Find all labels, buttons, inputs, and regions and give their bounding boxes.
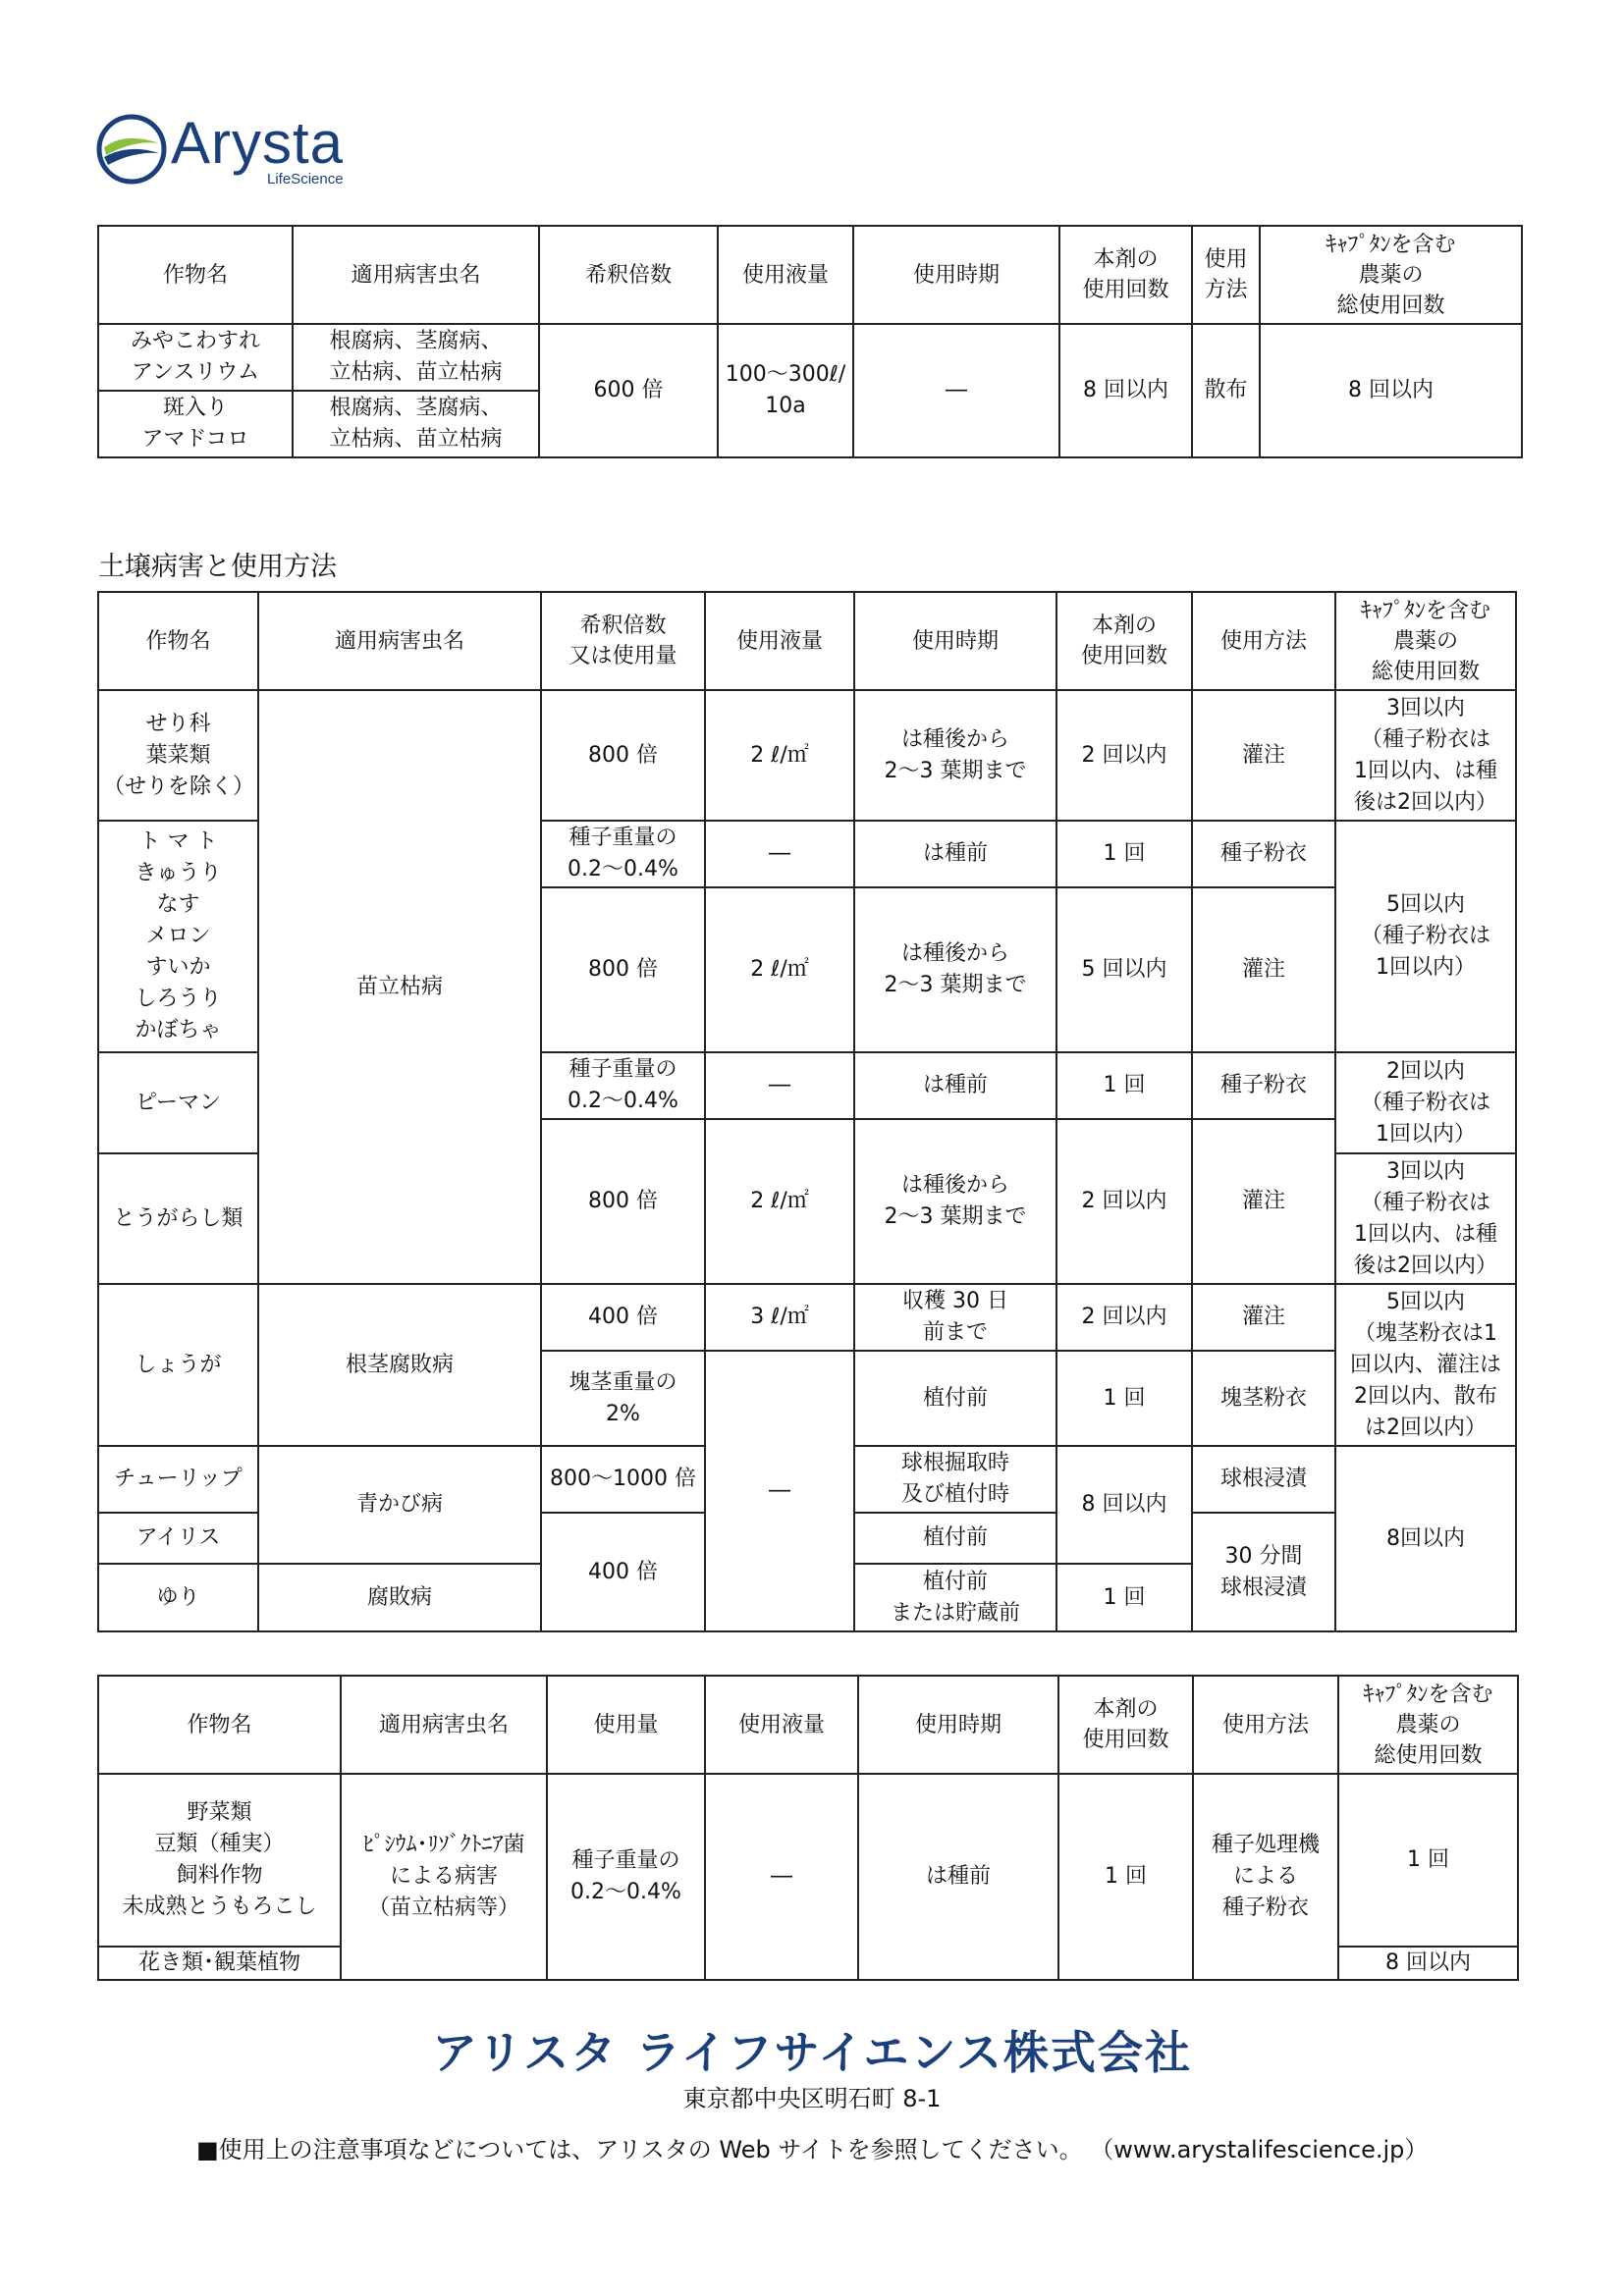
crop-cell: しょうが [98, 1284, 258, 1446]
crop-cell: ピーマン [98, 1052, 258, 1153]
logo-swoosh-icon [96, 114, 167, 185]
application-table-2 [97, 591, 1517, 1632]
header-cell: 使用時期 [854, 592, 1056, 690]
volume-cell: ― [705, 1774, 858, 1980]
company-name: アリスタ ライフサイエンス株式会社 [431, 2026, 1193, 2079]
timing-cell: 植付前 [854, 1513, 1056, 1564]
count-cell: 1 回 [1058, 1774, 1193, 1980]
header-cell: ｷｬﾌﾟﾀﾝを含む 農薬の 総使用回数 [1338, 1676, 1518, 1774]
header-cell: 使用方法 [1193, 1676, 1338, 1774]
timing-cell: 植付前 または貯蔵前 [854, 1564, 1056, 1631]
header-cell: 使用液量 [705, 1676, 858, 1774]
crop-cell: ゆり [98, 1564, 258, 1631]
crop-cell: みやこわすれ アンスリウム [98, 324, 293, 391]
volume-cell: ― [705, 1351, 854, 1631]
timing-cell: は種前 [854, 1052, 1056, 1119]
disease-cell: 根腐病、茎腐病、 立枯病、苗立枯病 [293, 324, 539, 391]
logo-subtitle: LifeScience [267, 171, 344, 187]
volume-cell: ― [705, 1052, 854, 1119]
dilution-cell: 800 倍 [541, 1119, 705, 1284]
company-logo [96, 110, 352, 190]
header-cell: 使用液量 [705, 592, 854, 690]
header-cell: 使用液量 [718, 226, 853, 324]
method-cell: 種子処理機 による 種子粉衣 [1193, 1774, 1338, 1980]
dilution-cell: 塊茎重量の 2% [541, 1351, 705, 1446]
crop-cell: せり科 葉菜類 （せりを除く） [98, 690, 258, 821]
total-cell: 5回以内 （塊茎粉衣は1 回以内、灌注は 2回以内、散布 は2回以内） [1335, 1284, 1516, 1446]
header-cell: 希釈倍数 又は使用量 [541, 592, 705, 690]
crop-cell: 斑入り アマドコロ [98, 391, 293, 457]
volume-cell: 2 ℓ/㎡ [705, 690, 854, 821]
logo-wordmark: Arysta [171, 110, 345, 176]
usage-note: ■使用上の注意事項などについては、アリスタの Web サイトを参照してください。 （www.arystalifescience.jp） [196, 2136, 1429, 2163]
company-address: 東京都中央区明石町 8-1 [682, 2085, 942, 2112]
table-row [98, 690, 1516, 821]
count-cell: 2 回以内 [1056, 690, 1192, 821]
method-cell: 散布 [1192, 324, 1260, 457]
dilution-cell: 400 倍 [541, 1284, 705, 1351]
count-cell: 2 回以内 [1056, 1284, 1192, 1351]
total-cell: 8回以内 [1335, 1446, 1516, 1631]
crop-cell: チューリップ [98, 1446, 258, 1513]
total-cell: 8 回以内 [1260, 324, 1522, 457]
crop-cell: ト マ ト きゅうり なす メロン すいか しろうり かぼちゃ [98, 821, 258, 1052]
amount-cell: 種子重量の 0.2～0.4% [547, 1774, 705, 1980]
total-cell: 8 回以内 [1338, 1947, 1518, 1980]
count-cell: 1 回 [1056, 1052, 1192, 1119]
total-cell: 3回以内 （種子粉衣は 1回以内、は種 後は2回以内） [1335, 690, 1516, 821]
disease-cell: 苗立枯病 [258, 690, 541, 1284]
header-cell: 使用方法 [1192, 592, 1335, 690]
volume-cell: 2 ℓ/㎡ [705, 887, 854, 1052]
timing-cell: は種後から 2～3 葉期まで [854, 1119, 1056, 1284]
count-cell: 2 回以内 [1056, 1119, 1192, 1284]
total-cell: 1 回 [1338, 1774, 1518, 1947]
timing-cell: は種前 [854, 821, 1056, 887]
crop-cell: とうがらし類 [98, 1153, 258, 1284]
dilution-cell: 800 倍 [541, 690, 705, 821]
count-cell: 1 回 [1056, 1351, 1192, 1446]
timing-cell: 収穫 30 日 前まで [854, 1284, 1056, 1351]
application-table-1 [97, 225, 1523, 458]
dilution-cell: 種子重量の 0.2～0.4% [541, 1052, 705, 1119]
disease-cell: 根茎腐敗病 [258, 1284, 541, 1446]
volume-cell: 100～300ℓ/ 10a [718, 324, 853, 457]
table-header-row [98, 226, 1522, 324]
table-header-row [98, 1676, 1518, 1774]
crop-cell: アイリス [98, 1513, 258, 1564]
volume-cell: 2 ℓ/㎡ [705, 1119, 854, 1284]
header-cell: 作物名 [98, 592, 258, 690]
timing-cell: 球根掘取時 及び植付時 [854, 1446, 1056, 1513]
crop-cell: 野菜類 豆類（種実） 飼料作物 未成熟とうもろこし [98, 1774, 341, 1947]
header-cell: 本剤の 使用回数 [1056, 592, 1192, 690]
timing-cell: は種後から 2～3 葉期まで [854, 690, 1056, 821]
header-cell: ｷｬﾌﾟﾀﾝを含む 農薬の 総使用回数 [1260, 226, 1522, 324]
header-cell: 使用時期 [858, 1676, 1058, 1774]
method-cell: 灌注 [1192, 887, 1335, 1052]
method-cell: 灌注 [1192, 1119, 1335, 1284]
disease-cell: 青かび病 [258, 1446, 541, 1564]
count-cell: 8 回以内 [1059, 324, 1192, 457]
dilution-cell: 種子重量の 0.2～0.4% [541, 821, 705, 887]
application-table-3 [97, 1675, 1519, 1981]
header-cell: 作物名 [98, 226, 293, 324]
header-cell: ｷｬﾌﾟﾀﾝを含む 農薬の 総使用回数 [1335, 592, 1516, 690]
count-cell: 8 回以内 [1056, 1446, 1192, 1564]
crop-cell: 花き類･観葉植物 [98, 1947, 341, 1980]
dilution-cell: 600 倍 [539, 324, 718, 457]
table-row [98, 1284, 1516, 1351]
dilution-cell: 800～1000 倍 [541, 1446, 705, 1513]
total-cell: 2回以内 （種子粉衣は 1回以内） [1335, 1052, 1516, 1153]
timing-cell: は種後から 2～3 葉期まで [854, 887, 1056, 1052]
method-cell: 30 分間 球根浸漬 [1192, 1513, 1335, 1631]
table-header-row [98, 592, 1516, 690]
header-cell: 本剤の 使用回数 [1059, 226, 1192, 324]
header-cell: 使用量 [547, 1676, 705, 1774]
count-cell: 1 回 [1056, 1564, 1192, 1631]
count-cell: 1 回 [1056, 821, 1192, 887]
method-cell: 灌注 [1192, 1284, 1335, 1351]
timing-cell: は種前 [858, 1774, 1058, 1980]
count-cell: 5 回以内 [1056, 887, 1192, 1052]
method-cell: 灌注 [1192, 690, 1335, 821]
table-row [98, 324, 1522, 391]
method-cell: 種子粉衣 [1192, 1052, 1335, 1119]
dilution-cell: 800 倍 [541, 887, 705, 1052]
dilution-cell: 400 倍 [541, 1513, 705, 1631]
total-cell: 5回以内 （種子粉衣は 1回以内） [1335, 821, 1516, 1052]
disease-cell: ﾋﾟｼｳﾑ･ﾘｿﾞｸﾄﾆｱ菌 による病害 （苗立枯病等） [341, 1774, 547, 1980]
volume-cell: 3 ℓ/㎡ [705, 1284, 854, 1351]
header-cell: 希釈倍数 [539, 226, 718, 324]
method-cell: 種子粉衣 [1192, 821, 1335, 887]
disease-cell: 根腐病、茎腐病、 立枯病、苗立枯病 [293, 391, 539, 457]
timing-cell: ― [853, 324, 1059, 457]
header-cell: 適用病害虫名 [258, 592, 541, 690]
table-row [98, 1774, 1518, 1947]
header-cell: 適用病害虫名 [341, 1676, 547, 1774]
header-cell: 適用病害虫名 [293, 226, 539, 324]
header-cell: 使用 方法 [1192, 226, 1260, 324]
section-title: 土壌病害と使用方法 [98, 552, 337, 582]
header-cell: 本剤の 使用回数 [1058, 1676, 1193, 1774]
disease-cell: 腐敗病 [258, 1564, 541, 1631]
method-cell: 球根浸漬 [1192, 1446, 1335, 1513]
total-cell: 3回以内 （種子粉衣は 1回以内、は種 後は2回以内） [1335, 1153, 1516, 1284]
header-cell: 作物名 [98, 1676, 341, 1774]
volume-cell: ― [705, 821, 854, 887]
timing-cell: 植付前 [854, 1351, 1056, 1446]
header-cell: 使用時期 [853, 226, 1059, 324]
method-cell: 塊茎粉衣 [1192, 1351, 1335, 1446]
